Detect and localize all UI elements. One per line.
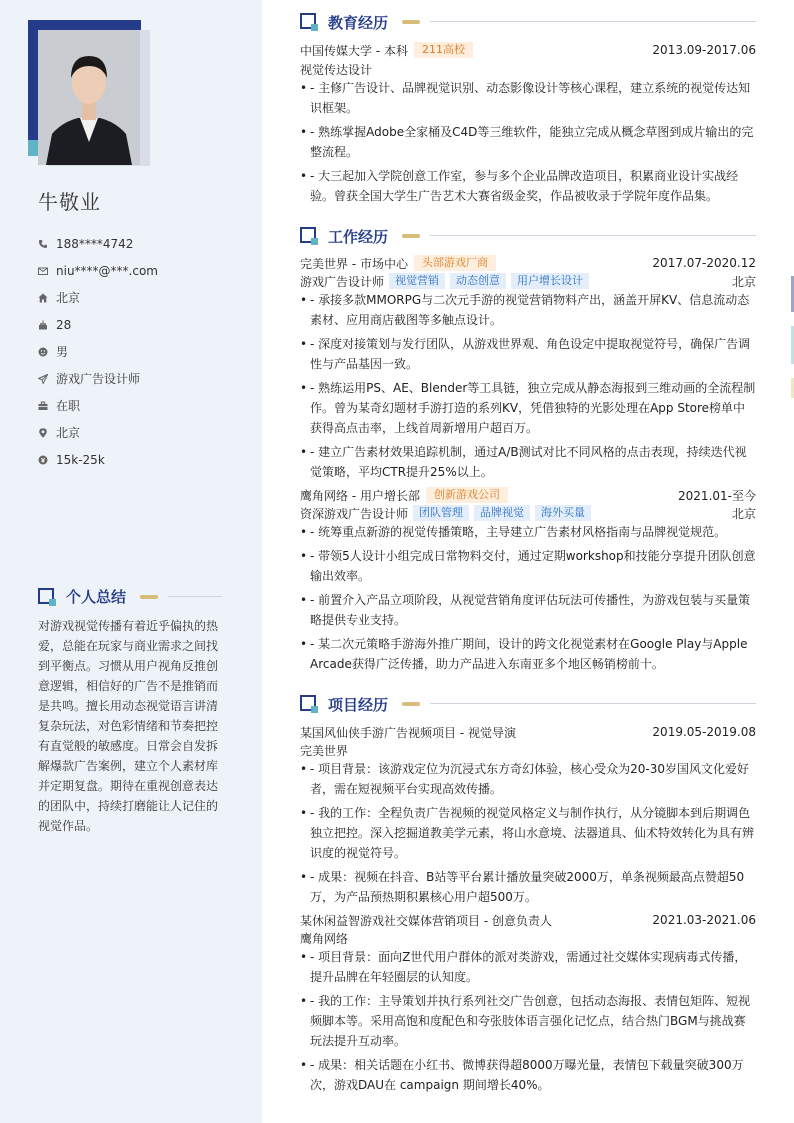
age-text: 28 bbox=[56, 317, 72, 332]
summary-header bbox=[38, 586, 222, 606]
sidebar bbox=[0, 0, 262, 1123]
project-company-row bbox=[300, 930, 756, 946]
home-icon bbox=[38, 293, 48, 303]
job-role: 游戏广告设计师 bbox=[300, 274, 385, 289]
section-square-icon bbox=[38, 588, 54, 604]
major-name: 视觉传达设计 bbox=[300, 62, 373, 77]
job-date: 2017.07-2020.12 bbox=[652, 256, 756, 270]
job-role: 资深游戏广告设计师 bbox=[300, 506, 409, 521]
education-title: 教育经历 bbox=[328, 14, 389, 32]
school-name: 中国传媒大学 - 本科 bbox=[300, 43, 408, 58]
education-bullet: • - 熟练掌握Adobe全家桶及C4D等三维软件，能独立完成从概念草图到成片输出的完整流程。 bbox=[300, 122, 756, 162]
skill-tag: 团队管理 bbox=[413, 505, 469, 521]
salary-text: 15k-25k bbox=[56, 452, 105, 467]
skill-tag: 海外买量 bbox=[535, 505, 591, 521]
photo-frame bbox=[28, 20, 152, 166]
project-header bbox=[300, 724, 756, 740]
phone-row bbox=[38, 230, 248, 257]
age-row bbox=[38, 311, 248, 338]
project-company: 鹰角网络 bbox=[300, 931, 349, 946]
job-role-row bbox=[300, 273, 756, 289]
job-bullet: • - 前置介入产品立项阶段，从视觉营销角度评估玩法可传播性，为游戏包装与买量策略提供专业支持。 bbox=[300, 590, 756, 630]
job-bullet: • - 熟练运用PS、AE、Blender等工具链，独立完成从静态海报到三维动画的全流程制作。曾为某奇幻题材手游打造的系列KV，凭借独特的光影处理在App Store榜单中获得高点击率，上线首周新增用户超百万。 bbox=[300, 378, 756, 438]
phone-icon bbox=[38, 239, 48, 249]
phone-text: 188****4742 bbox=[56, 236, 134, 251]
briefcase-icon bbox=[38, 401, 48, 411]
job-header bbox=[300, 487, 756, 503]
education-bullet: • - 主修广告设计、品牌视觉识别、动态影像设计等核心课程，建立系统的视觉传达知识框架。 bbox=[300, 78, 756, 118]
company-tag: 头部游戏厂商 bbox=[414, 255, 496, 271]
avatar bbox=[38, 30, 140, 165]
job-city: 北京 bbox=[731, 506, 756, 521]
section-square-icon bbox=[300, 227, 316, 243]
project-bullet: • - 我的工作：全程负责广告视频的视觉风格定义与制作执行，从分镜脚本到后期调色独立把控。深入挖掘道教美学元素，将山水意境、法器道具、仙术特效转化为具有辨识度的视觉符号。 bbox=[300, 803, 756, 863]
section-divider bbox=[430, 235, 756, 236]
target-city-row bbox=[38, 419, 248, 446]
job-role-row bbox=[300, 505, 756, 521]
location-row bbox=[38, 284, 248, 311]
gender-row bbox=[38, 338, 248, 365]
job-date: 2021.01-至今 bbox=[678, 488, 756, 503]
skill-tag: 视觉营销 bbox=[389, 273, 445, 289]
project-name: 某国风仙侠手游广告视频项目 - 视觉导演 bbox=[300, 725, 516, 740]
contact-info bbox=[38, 230, 248, 473]
project-company: 完美世界 bbox=[300, 743, 349, 758]
skill-tag: 动态创意 bbox=[450, 273, 506, 289]
project-name: 某休闲益智游戏社交媒体营销项目 - 创意负责人 bbox=[300, 913, 552, 928]
location-text: 北京 bbox=[56, 291, 81, 305]
project-bullet: • - 项目背景：面向Z世代用户群体的派对类游戏，需通过社交媒体实现病毒式传播，提升品牌在年轻圈层的认知度。 bbox=[300, 947, 756, 987]
coin-icon bbox=[38, 455, 48, 465]
salary-row bbox=[38, 446, 248, 473]
position-text: 游戏广告设计师 bbox=[56, 372, 141, 386]
job-bullet: • - 统筹重点新游的视觉传播策略，主导建立广告素材风格指南与品牌视觉规范。 bbox=[300, 522, 756, 542]
projects-title: 项目经历 bbox=[328, 696, 389, 714]
email-text: niu****@***.com bbox=[56, 263, 158, 278]
email-row bbox=[38, 257, 248, 284]
summary-title: 个人总结 bbox=[66, 588, 127, 606]
section-accent-bar bbox=[402, 20, 420, 24]
project-company-row bbox=[300, 742, 756, 758]
job-bullet: • - 承接多款MMORPG与二次元手游的视觉营销物料产出，涵盖开屏KV、信息流动态素材、应用商店截图等多触点设计。 bbox=[300, 290, 756, 330]
status-row bbox=[38, 392, 248, 419]
project-bullet: • - 成果：视频在抖音、B站等平台累计播放量突破2000万，单条视频最高点赞超50万，为产品预热期积累核心用户超500万。 bbox=[300, 867, 756, 907]
company-tag: 创新游戏公司 bbox=[426, 487, 508, 503]
job-bullet: • - 某二次元策略手游海外推广期间，设计的跨文化视觉素材在Google Play与Apple Arcade获得广泛传播，助力产品进入东南亚多个地区畅销榜前十。 bbox=[300, 634, 756, 674]
summary-text: 对游戏视觉传播有着近乎偏执的热爱，总能在玩家与商业需求之间找到平衡点。习惯从用户视角反推创意逻辑，相信好的广告不是推销而是共鸣。擅长用动态视觉语言讲清复杂玩法，对色彩情绪和节奏把控有直觉般的敏感度。日常会自发拆解爆款广告案例，建立个人素材库并定期复盘。期待在重视创意表达的团队中，持续打磨能让人记住的视觉作品。 bbox=[38, 619, 219, 833]
education-row bbox=[300, 42, 756, 58]
job-header bbox=[300, 255, 756, 271]
position-row bbox=[38, 365, 248, 392]
project-date: 2021.03-2021.06 bbox=[652, 913, 756, 927]
education-date: 2013.09-2017.06 bbox=[652, 43, 756, 57]
section-accent-bar bbox=[402, 702, 420, 706]
target-city-text: 北京 bbox=[56, 426, 81, 440]
map-pin-icon bbox=[38, 428, 48, 438]
section-square-icon bbox=[300, 695, 316, 711]
send-icon bbox=[38, 374, 48, 384]
cake-icon bbox=[38, 320, 48, 330]
job-company: 完美世界 - 市场中心 bbox=[300, 256, 408, 271]
job-city: 北京 bbox=[731, 274, 756, 289]
job-company: 鹰角网络 - 用户增长部 bbox=[300, 488, 420, 503]
job-bullet: • - 建立广告素材效果追踪机制，通过A/B测试对比不同风格的点击表现，持续迭代视觉策略，平均CTR提升25%以上。 bbox=[300, 442, 756, 482]
skill-tag: 品牌视觉 bbox=[474, 505, 530, 521]
section-divider bbox=[430, 703, 756, 704]
project-bullet: • - 成果：相关话题在小红书、微博获得超8000万曝光量，表情包下载量突破300万次，游戏DAU在 campaign 期间增长40%。 bbox=[300, 1055, 756, 1095]
project-bullet: • - 项目背景：该游戏定位为沉浸式东方奇幻体验，核心受众为20-30岁国风文化爱好者，需在短视频平台实现高效传播。 bbox=[300, 759, 756, 799]
education-bullet: • - 大三起加入学院创意工作室，参与多个企业品牌改造项目，积累商业设计实战经验。曾获全国大学生广告艺术大赛省级金奖，作品被收录于学院年度作品集。 bbox=[300, 166, 756, 206]
job-bullet: • - 带领5人设计小组完成日常物料交付，通过定期workshop和技能分享提升团队创意输出效率。 bbox=[300, 546, 756, 586]
major-row bbox=[300, 61, 756, 77]
face-icon bbox=[38, 347, 48, 357]
section-divider bbox=[430, 21, 756, 22]
status-text: 在职 bbox=[56, 399, 81, 413]
candidate-name: 牛敬业 bbox=[38, 190, 101, 214]
skill-tag: 用户增长设计 bbox=[511, 273, 589, 289]
section-divider bbox=[168, 596, 222, 597]
section-accent-bar bbox=[402, 234, 420, 238]
work-title: 工作经历 bbox=[328, 228, 389, 246]
section-accent-bar bbox=[140, 595, 158, 599]
school-tag: 211高校 bbox=[414, 42, 473, 58]
project-header bbox=[300, 912, 756, 928]
gender-text: 男 bbox=[56, 345, 69, 359]
mail-icon bbox=[38, 266, 48, 276]
section-square-icon bbox=[300, 13, 316, 29]
job-bullet: • - 深度对接策划与发行团队，从游戏世界观、角色设定中提取视觉符号，确保广告调性与产品基因一致。 bbox=[300, 334, 756, 374]
project-date: 2019.05-2019.08 bbox=[652, 725, 756, 739]
project-bullet: • - 我的工作：主导策划并执行系列社交广告创意，包括动态海报、表情包矩阵、短视频脚本等。采用高饱和度配色和夸张肢体语言强化记忆点，结合热门BGM与挑战赛玩法提升互动率。 bbox=[300, 991, 756, 1051]
